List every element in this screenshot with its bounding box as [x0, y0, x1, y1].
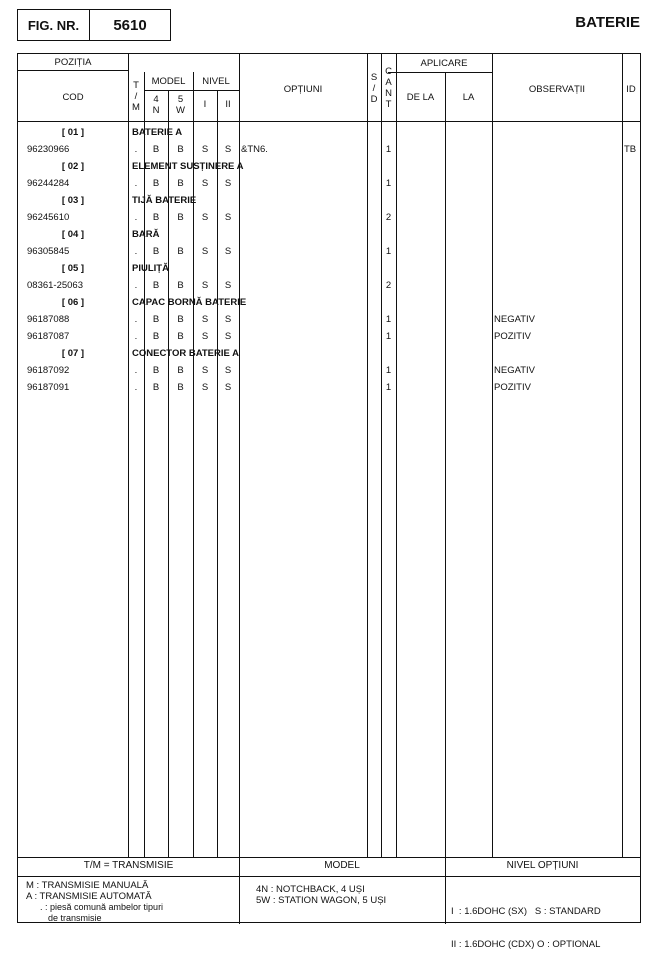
- part-row: [18, 329, 642, 345]
- position-number: [ 06 ]: [61, 297, 85, 308]
- model-5w-value: B: [177, 314, 184, 325]
- tm-value: .: [134, 365, 138, 376]
- part-code: 96187091: [27, 382, 70, 393]
- nivel-2-value: S: [224, 382, 232, 393]
- model-4n-value: B: [152, 246, 160, 257]
- part-row: [18, 278, 642, 294]
- position-row: [18, 227, 642, 243]
- part-row: [18, 210, 642, 226]
- nivel-1-value: S: [201, 246, 209, 257]
- page-title: BATERIE: [575, 14, 640, 31]
- quantity-value: 1: [385, 246, 392, 257]
- part-description: ELEMENT SUSȚINERE A: [132, 161, 244, 172]
- model-5w-value: B: [177, 246, 184, 257]
- figure-label: FIG. NR.: [18, 10, 90, 40]
- parts-table: [17, 53, 641, 950]
- nivel-2-value: S: [224, 280, 232, 291]
- observation-value: NEGATIV: [494, 365, 535, 376]
- model-5w-value: B: [177, 212, 184, 223]
- model-5w-value: B: [177, 331, 184, 342]
- observation-value: POZITIV: [494, 331, 531, 342]
- part-code: 96187088: [27, 314, 70, 325]
- header-aplicare: APLICARE: [420, 58, 468, 69]
- tm-value: .: [134, 331, 138, 342]
- part-code: 96245610: [27, 212, 70, 223]
- model-4n-value: B: [152, 144, 160, 155]
- option-value: &TN6.: [241, 144, 268, 155]
- header-sd: S / D: [370, 72, 378, 105]
- tm-value: .: [134, 280, 138, 291]
- header-pozitia: POZIȚIA: [54, 57, 92, 68]
- part-description: TIJĂ BATERIE: [132, 195, 197, 206]
- header-optiuni: OPȚIUNI: [283, 84, 323, 95]
- part-code: 96230966: [27, 144, 70, 155]
- nivel-2-value: S: [224, 144, 232, 155]
- header-de-la: DE LA: [406, 92, 435, 103]
- quantity-value: 1: [385, 382, 392, 393]
- model-5w-value: B: [177, 144, 184, 155]
- figure-number: 5610: [113, 16, 147, 34]
- model-5w-value: B: [177, 382, 184, 393]
- position-number: [ 07 ]: [61, 348, 85, 359]
- header-cod: COD: [62, 92, 84, 103]
- nivel-1-value: S: [201, 212, 209, 223]
- part-row: [18, 142, 642, 158]
- model-5w-value: B: [177, 178, 184, 189]
- header-cant: C A N T: [385, 66, 392, 110]
- position-number: [ 04 ]: [61, 229, 85, 240]
- position-number: [ 05 ]: [61, 263, 85, 274]
- nivel-2-value: S: [224, 365, 232, 376]
- tm-value: .: [134, 178, 138, 189]
- position-row: [18, 346, 642, 362]
- legend-tm-title: T/M = TRANSMISIE: [83, 860, 174, 871]
- header-la: LA: [462, 92, 475, 103]
- header-nivel: NIVEL: [202, 76, 230, 87]
- part-code: 96187092: [27, 365, 70, 376]
- part-description: CONECTOR BATERIE A: [132, 348, 239, 359]
- legend-tm: M : TRANSMISIE MANUALĂ A : TRANSMISIE AUTOMATĂ . : piesă comună ambelor tipuri de transmisie: [26, 880, 164, 923]
- part-description: PIULIȚĂ: [132, 263, 169, 274]
- model-4n-value: B: [152, 280, 160, 291]
- quantity-value: 1: [385, 365, 392, 376]
- header-id: ID: [626, 84, 636, 95]
- nivel-2-value: S: [224, 314, 232, 325]
- tm-value: .: [134, 246, 138, 257]
- part-row: [18, 380, 642, 396]
- nivel-1-value: S: [201, 365, 209, 376]
- model-4n-value: B: [152, 212, 160, 223]
- nivel-1-value: S: [201, 280, 209, 291]
- part-description: BATERIE A: [132, 127, 183, 138]
- nivel-1-value: S: [201, 331, 209, 342]
- model-4n-value: B: [152, 382, 160, 393]
- quantity-value: 2: [385, 280, 392, 291]
- header-nivel-2: II: [225, 99, 231, 110]
- position-number: [ 01 ]: [61, 127, 85, 138]
- model-4n-value: B: [152, 331, 160, 342]
- quantity-value: 1: [385, 314, 392, 325]
- quantity-value: 1: [385, 331, 392, 342]
- position-row: [18, 261, 642, 277]
- part-code: 96305845: [27, 246, 70, 257]
- header-tm: T / M: [132, 80, 140, 113]
- part-code: 96187087: [27, 331, 70, 342]
- position-row: [18, 193, 642, 209]
- nivel-2-value: S: [224, 331, 232, 342]
- part-row: [18, 176, 642, 192]
- part-row: [18, 312, 642, 328]
- part-code: 08361-25063: [27, 280, 83, 291]
- header-model: MODEL: [151, 76, 186, 87]
- part-code: 96244284: [27, 178, 70, 189]
- position-row: [18, 159, 642, 175]
- legend-model: 4N : NOTCHBACK, 4 UȘI 5W : STATION WAGON, 5 UȘI: [256, 884, 387, 906]
- part-description: BARĂ: [132, 229, 160, 240]
- quantity-value: 1: [385, 178, 392, 189]
- tm-value: .: [134, 314, 138, 325]
- nivel-1-value: S: [201, 314, 209, 325]
- part-description: CAPAC BORNĂ BATERIE: [132, 297, 247, 308]
- header-nivel-1: I: [203, 99, 207, 110]
- legend-nivel-title: NIVEL OPȚIUNI: [506, 860, 579, 871]
- nivel-2-value: S: [224, 246, 232, 257]
- position-number: [ 03 ]: [61, 195, 85, 206]
- legend-nivel: I : 1.6DOHC (SX) S : STANDARD II : 1.6DOHC (CDX) O : OPTIONAL: [451, 906, 601, 950]
- position-row: [18, 125, 642, 141]
- nivel-1-value: S: [201, 382, 209, 393]
- nivel-1-value: S: [201, 144, 209, 155]
- quantity-value: 2: [385, 212, 392, 223]
- model-4n-value: B: [152, 365, 160, 376]
- header-model-5w: 5 W: [176, 94, 185, 116]
- model-4n-value: B: [152, 314, 160, 325]
- position-row: [18, 295, 642, 311]
- tm-value: .: [134, 144, 138, 155]
- model-4n-value: B: [152, 178, 160, 189]
- model-5w-value: B: [177, 280, 184, 291]
- tm-value: .: [134, 382, 138, 393]
- position-number: [ 02 ]: [61, 161, 85, 172]
- nivel-1-value: S: [201, 178, 209, 189]
- nivel-2-value: S: [224, 178, 232, 189]
- nivel-2-value: S: [224, 212, 232, 223]
- part-row: [18, 244, 642, 260]
- legend-model-title: MODEL: [324, 860, 360, 871]
- quantity-value: 1: [385, 144, 392, 155]
- model-5w-value: B: [177, 365, 184, 376]
- header-model-4n: 4 N: [152, 94, 160, 116]
- figure-number-box: [17, 9, 171, 41]
- header-observatii: OBSERVAȚII: [528, 84, 586, 95]
- part-row: [18, 363, 642, 379]
- observation-value: NEGATIV: [494, 314, 535, 325]
- observation-value: POZITIV: [494, 382, 531, 393]
- id-value: TB: [624, 144, 637, 155]
- tm-value: .: [134, 212, 138, 223]
